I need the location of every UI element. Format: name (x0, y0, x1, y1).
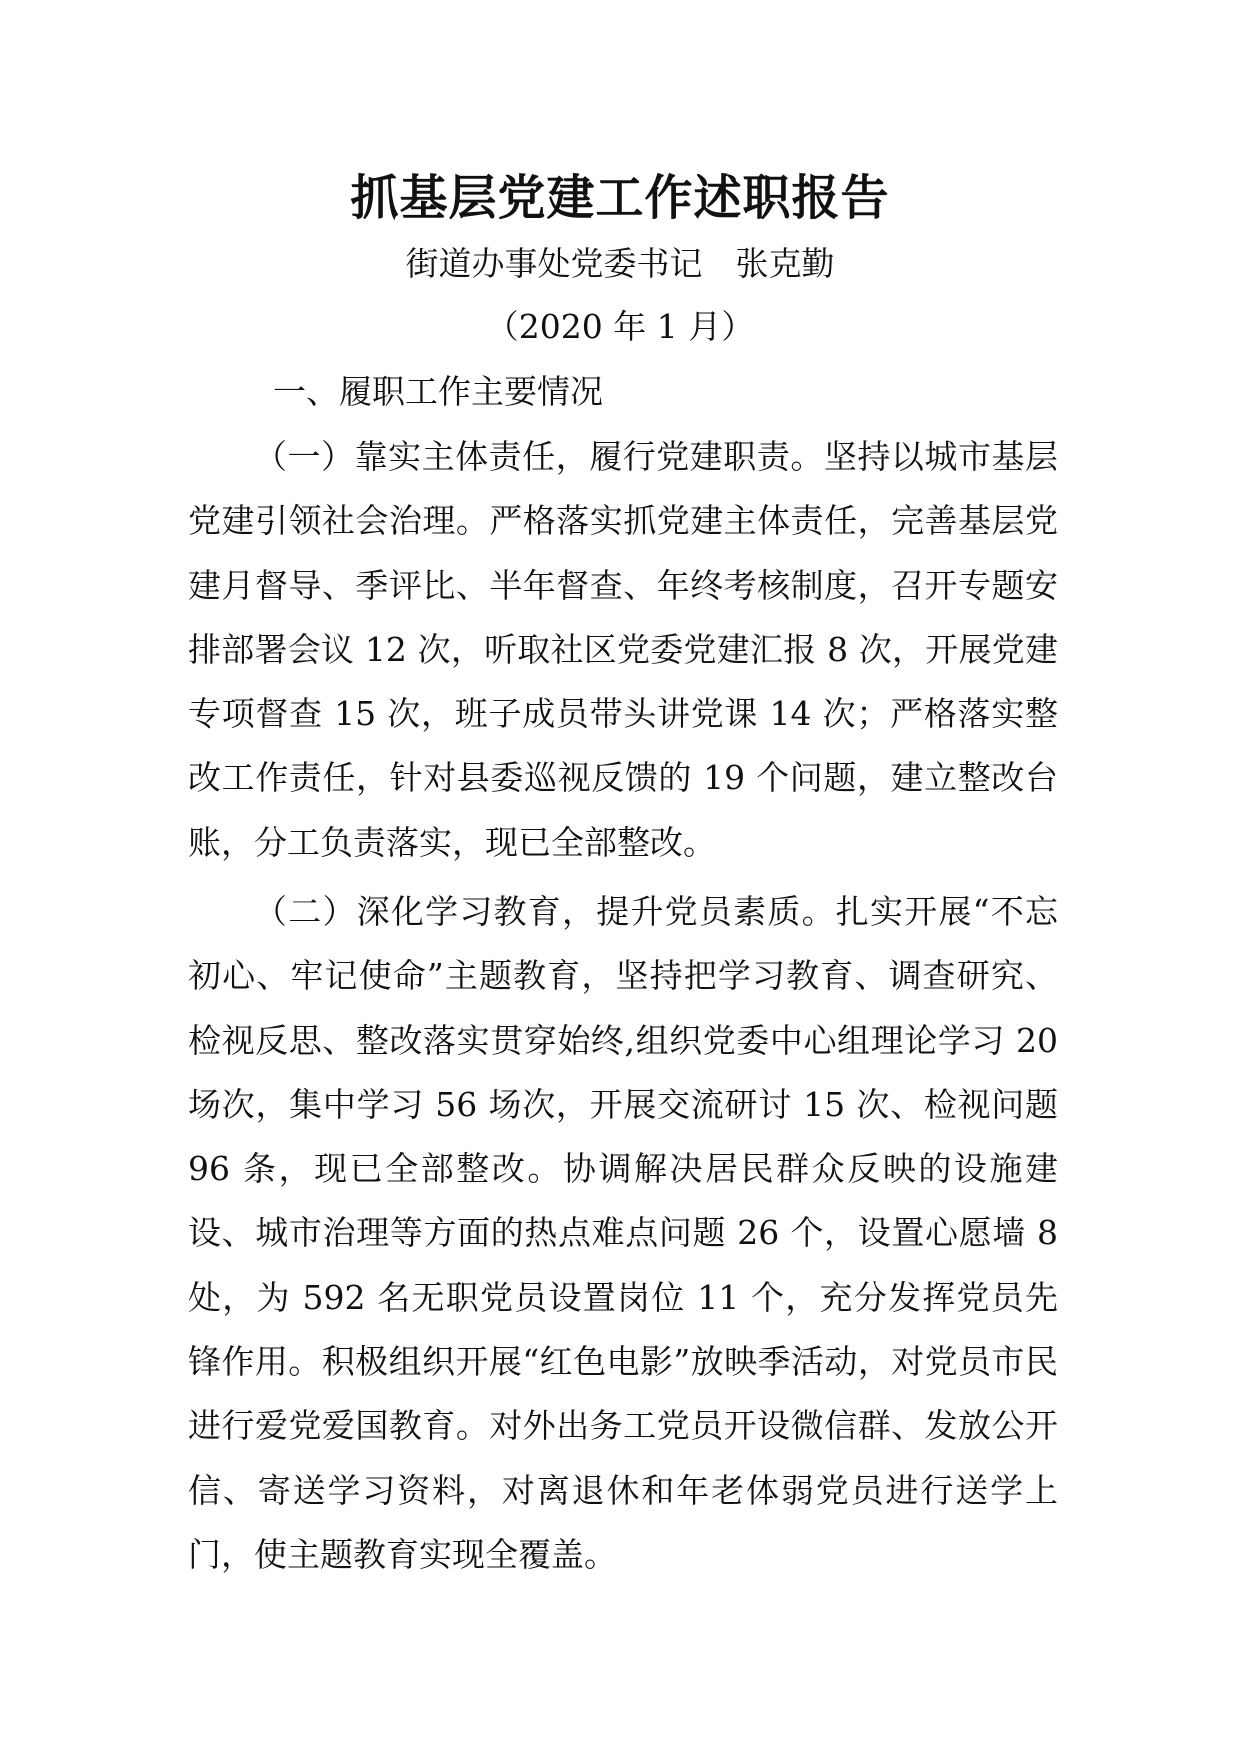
document-title: 抓基层党建工作述职报告 (350, 170, 890, 226)
section-heading: 一、履职工作主要情况 (273, 372, 603, 411)
paragraph-2: （二）深化学习教育，提升党员素质。扎实开展“不忘初心、牢记使命”主题教育，坚持把学习教育、调查研究、检视反思、整改落实贯穿始终,组织党委中心组理论学习 20 场次，集中学习 56 场次，开展交流研讨 15 次、检视问题 96 条，现已全部整改。协调解决居民群众反映的设施建设、城市治理等方面的热点难点问题 26 个，设置心愿墙 8 处，为 592 名无职党员设置岗位 11 个，充分发挥党员先锋作用。积极组织开展“红色电影”放映季活动，对党员市民进行爱党爱国教育。对外出务工党员开设微信群、发放公开信、寄送学习资料，对离退休和年老体弱党员进行送学上门，使主题教育实现全覆盖。 (188, 892, 1058, 1574)
paragraph-1: （一）靠实主体责任，履行党建职责。坚持以城市基层党建引领社会治理。严格落实抓党建主体责任，完善基层党建月督导、季评比、半年督查、年终考核制度，召开专题安排部署会议 12 次，听取社区党委党建汇报 8 次，开展党建专项督查 15 次，班子成员带头讲党课 14 次；严格落实整改工作责任，针对县委巡视反馈的 19 个问题，建立整改台账，分工负责落实，现已全部整改。 (188, 437, 1058, 862)
document-author-line: 街道办事处党委书记 张克勤 (405, 244, 835, 283)
document-date: （2020 年 1 月） (485, 307, 755, 346)
